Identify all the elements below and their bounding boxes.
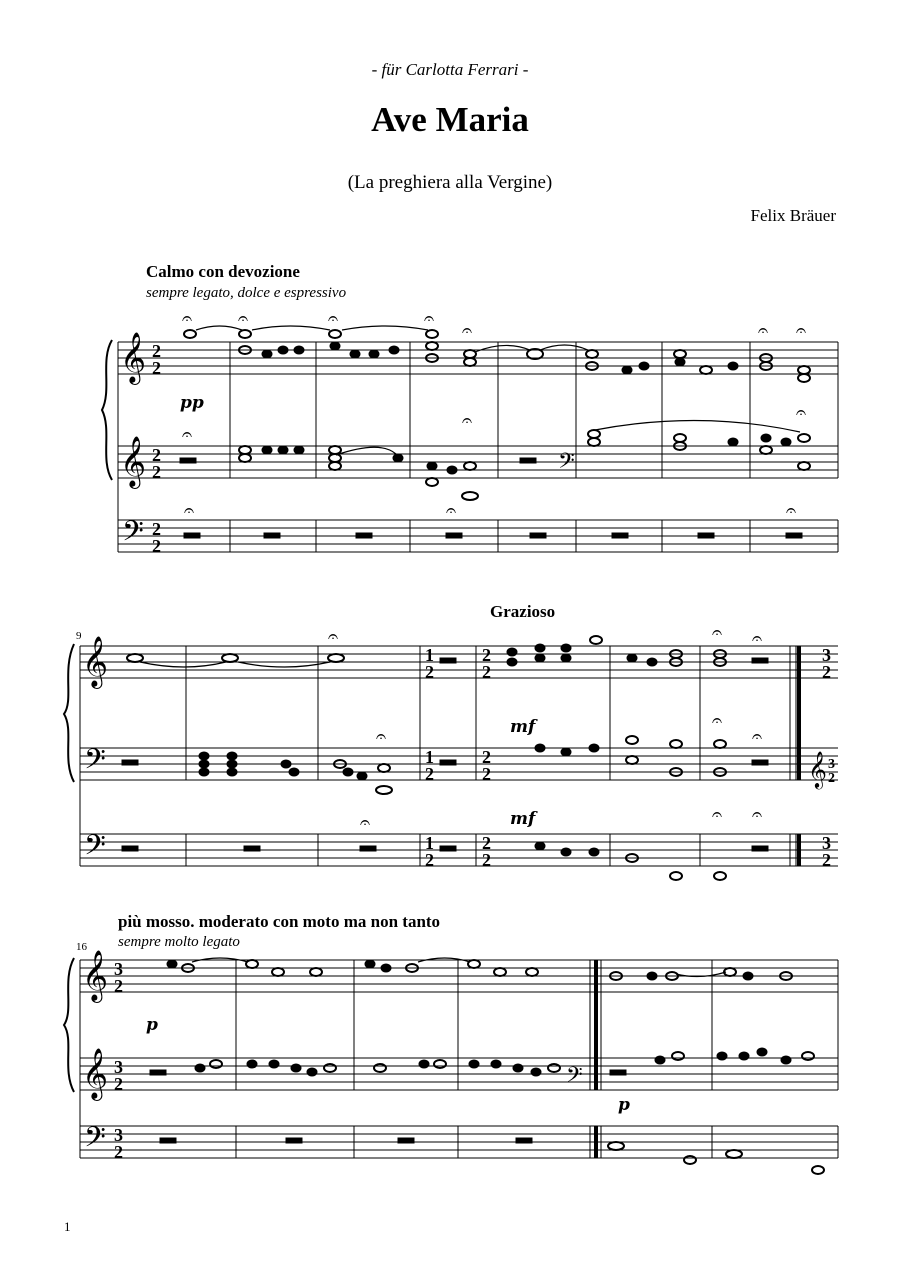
bass-clef-icon: 𝄢 (122, 515, 144, 555)
svg-text:𝄐: 𝄐 (752, 804, 763, 825)
music-system-1 (0, 308, 900, 580)
svg-text:𝄐: 𝄐 (446, 500, 457, 521)
svg-text:2: 2 (152, 445, 161, 465)
svg-text:3: 3 (822, 833, 831, 853)
svg-text:𝄐: 𝄐 (796, 402, 807, 423)
svg-text:2: 2 (152, 519, 161, 539)
dynamic-p: p (618, 1095, 630, 1115)
grand-staff-brace (64, 958, 74, 1092)
svg-text:2: 2 (822, 850, 831, 870)
svg-text:𝄐: 𝄐 (328, 308, 339, 329)
music-system-2 (0, 610, 900, 880)
dedication: - für Carlotta Ferrari - (371, 60, 529, 79)
time-signature (152, 341, 161, 556)
treble-clef-icon: 𝄞 (120, 332, 147, 383)
notes (122, 636, 768, 880)
svg-text:𝄐: 𝄐 (752, 628, 763, 649)
staff-lines (80, 646, 838, 866)
svg-text:2: 2 (482, 764, 491, 784)
svg-text:2: 2 (828, 771, 835, 786)
svg-text:2: 2 (425, 764, 434, 784)
svg-text:2: 2 (482, 662, 491, 682)
svg-text:3: 3 (114, 1057, 123, 1077)
svg-text:2: 2 (482, 850, 491, 870)
expression-marking-3: sempre molto legato (118, 934, 240, 950)
svg-text:𝄐: 𝄐 (328, 626, 339, 647)
tempo-marking-3: più mosso. moderato con moto ma non tanto (118, 912, 441, 931)
svg-text:𝄐: 𝄐 (360, 812, 371, 833)
svg-text:𝄐: 𝄐 (786, 500, 797, 521)
svg-text:2: 2 (152, 536, 161, 556)
bass-clef-icon: 𝄢 (558, 449, 575, 479)
page-number: 1 (64, 1219, 71, 1234)
svg-text:2: 2 (114, 976, 123, 996)
dynamic-mf: mf (510, 717, 536, 737)
svg-text:2: 2 (425, 662, 434, 682)
svg-text:2: 2 (152, 358, 161, 378)
piece-subtitle: (La preghiera alla Vergine) (347, 172, 553, 193)
svg-text:𝄐: 𝄐 (182, 424, 193, 445)
svg-text:2: 2 (482, 833, 491, 853)
svg-text:𝄐: 𝄐 (758, 320, 769, 341)
svg-text:𝄐: 𝄐 (462, 320, 473, 341)
svg-text:1: 1 (425, 833, 434, 853)
svg-text:𝄐: 𝄐 (712, 622, 723, 643)
measure-number-16: 16 (76, 941, 87, 953)
bass-clef-icon: 𝄢 (566, 1063, 583, 1093)
final-repeat-bar (797, 646, 801, 780)
svg-text:𝄐: 𝄐 (462, 410, 473, 431)
start-repeat-bar (594, 960, 598, 1090)
svg-text:1: 1 (425, 645, 434, 665)
tempo-marking-2: Grazioso (490, 602, 556, 621)
svg-text:3: 3 (822, 645, 831, 665)
treble-clef-icon: 𝄞 (82, 1048, 109, 1099)
svg-text:𝄐: 𝄐 (238, 308, 249, 329)
bass-clef-icon: 𝄢 (84, 743, 106, 783)
grand-staff-brace (64, 644, 74, 782)
dynamic-mf: mf (510, 809, 536, 829)
music-system-3 (0, 950, 900, 1190)
svg-text:2: 2 (482, 747, 491, 767)
time-signature (114, 959, 123, 1162)
svg-text:𝄐: 𝄐 (752, 726, 763, 747)
svg-text:3: 3 (828, 757, 835, 772)
notes (180, 330, 810, 538)
svg-text:2: 2 (152, 341, 161, 361)
svg-text:𝄐: 𝄐 (796, 320, 807, 341)
svg-text:2: 2 (482, 645, 491, 665)
svg-text:𝄐: 𝄐 (424, 308, 435, 329)
treble-clef-icon: 𝄞 (120, 436, 147, 487)
bass-clef-icon: 𝄢 (84, 829, 106, 869)
expression-marking-1: sempre legato, dolce e espressivo (146, 285, 347, 301)
svg-text:3: 3 (114, 1125, 123, 1145)
svg-text:1: 1 (425, 747, 434, 767)
treble-clef-icon: 𝄞 (82, 950, 109, 1001)
svg-text:𝄐: 𝄐 (184, 500, 195, 521)
measure-number-9: 9 (76, 630, 82, 642)
fermata-icons (182, 308, 806, 521)
composer-name: Felix Bräuer (750, 206, 836, 225)
dynamic-p: p (146, 1015, 158, 1035)
piece-title: Ave Maria (371, 100, 529, 139)
svg-text:2: 2 (152, 462, 161, 482)
svg-text:𝄐: 𝄐 (182, 308, 193, 329)
svg-text:2: 2 (114, 1142, 123, 1162)
staff-lines (118, 342, 838, 552)
dynamic-pp: pp (180, 393, 204, 413)
svg-text:3: 3 (114, 959, 123, 979)
svg-text:𝄐: 𝄐 (712, 710, 723, 731)
treble-clef-icon: 𝄞 (82, 636, 109, 687)
grand-staff-brace (102, 340, 112, 480)
svg-text:𝄐: 𝄐 (376, 726, 387, 747)
tempo-marking-1: Calmo con devozione (146, 262, 300, 281)
svg-text:2: 2 (114, 1074, 123, 1094)
time-signature-3-2-staff-2 (828, 757, 835, 786)
svg-text:2: 2 (425, 850, 434, 870)
bass-clef-icon: 𝄢 (84, 1121, 106, 1161)
svg-text:2: 2 (822, 662, 831, 682)
svg-text:𝄐: 𝄐 (712, 804, 723, 825)
slurs (140, 662, 330, 667)
treble-clef-icon: 𝄞 (808, 750, 827, 788)
